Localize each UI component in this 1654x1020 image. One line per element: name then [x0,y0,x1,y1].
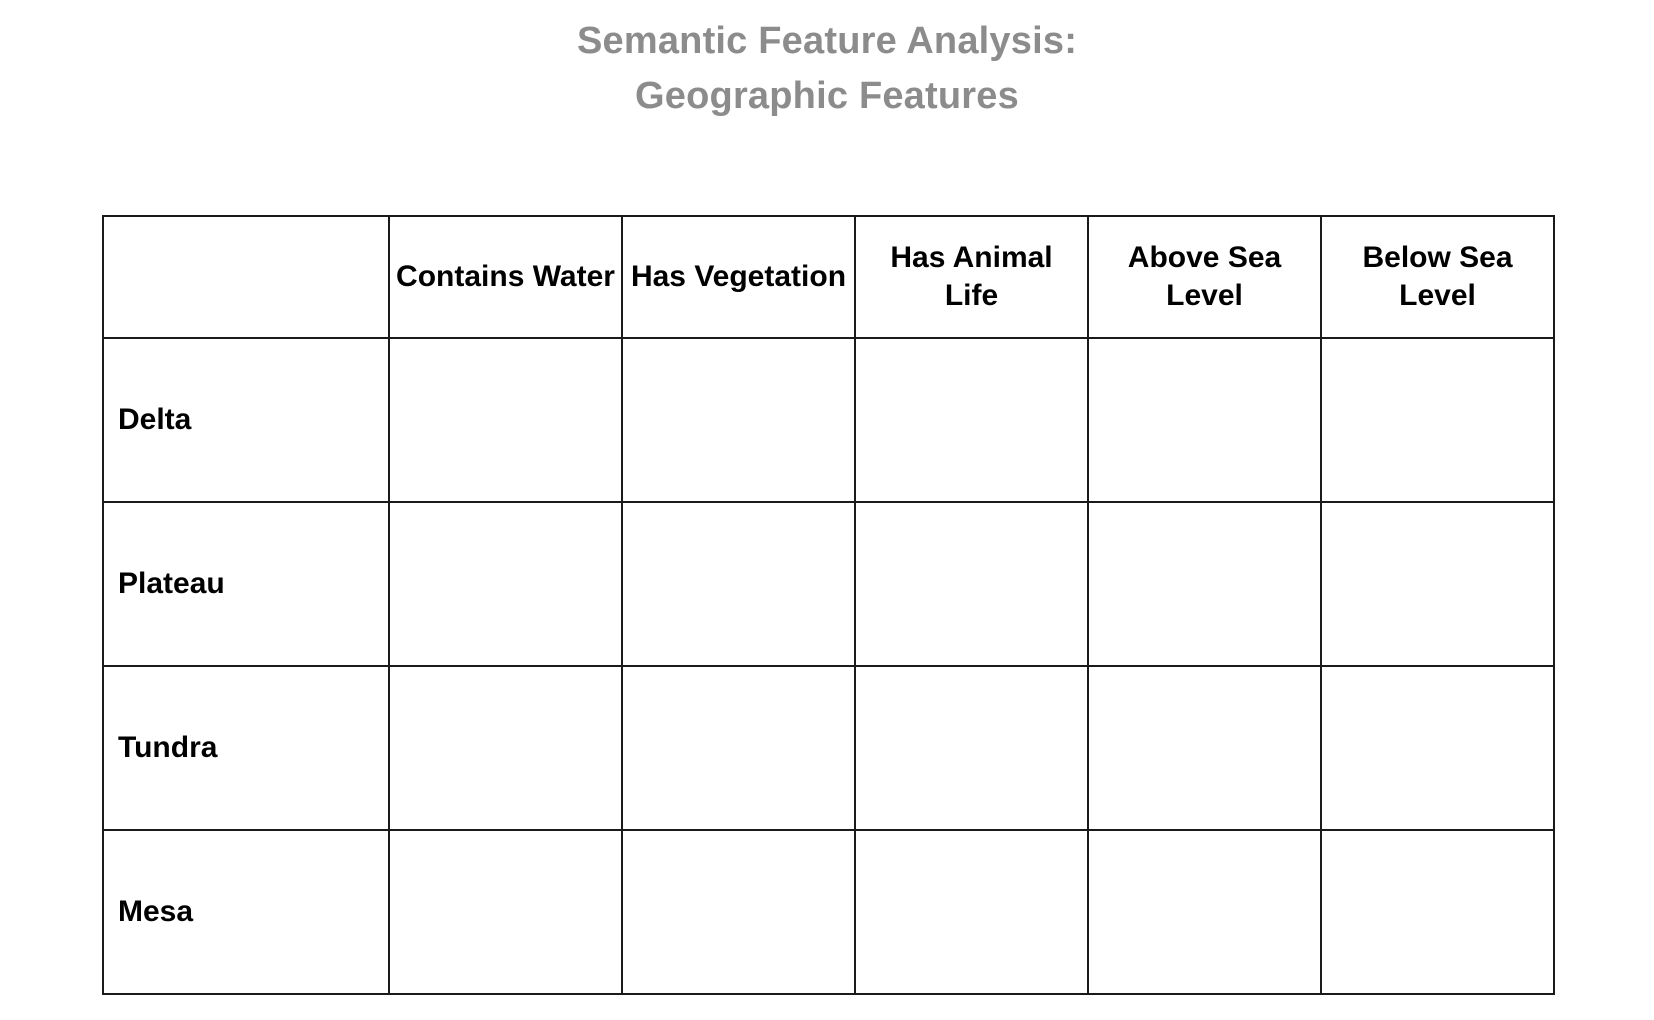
semantic-feature-table [102,215,1555,995]
cell-mesa-has-vegetation[interactable] [622,830,855,994]
cell-plateau-below-sea-level[interactable] [1321,502,1554,666]
table-row [103,830,1554,994]
column-header-below-sea-level: Below Sea Level [1321,216,1554,338]
column-header-has-vegetation: Has Vegetation [622,216,855,338]
table-body [103,338,1554,994]
page-title-line-1: Semantic Feature Analysis: [576,20,1078,62]
cell-tundra-contains-water[interactable] [389,666,622,830]
cell-mesa-has-animal-life[interactable] [855,830,1088,994]
row-label-mesa: Mesa [103,830,389,994]
cell-plateau-contains-water[interactable] [389,502,622,666]
cell-plateau-above-sea-level[interactable] [1088,502,1321,666]
row-label-tundra: Tundra [103,666,389,830]
cell-tundra-above-sea-level[interactable] [1088,666,1321,830]
table-header-row [103,216,1554,338]
column-header-has-animal-life: Has Animal Life [855,216,1088,338]
cell-mesa-above-sea-level[interactable] [1088,830,1321,994]
column-header-above-sea-level: Above Sea Level [1088,216,1321,338]
cell-delta-contains-water[interactable] [389,338,622,502]
semantic-feature-table-wrapper [102,215,1554,995]
column-header-contains-water: Contains Water [389,216,622,338]
cell-tundra-has-animal-life[interactable] [855,666,1088,830]
cell-delta-has-animal-life[interactable] [855,338,1088,502]
row-label-delta: Delta [103,338,389,502]
cell-mesa-below-sea-level[interactable] [1321,830,1554,994]
table-row [103,502,1554,666]
cell-delta-above-sea-level[interactable] [1088,338,1321,502]
cell-delta-has-vegetation[interactable] [622,338,855,502]
cell-tundra-below-sea-level[interactable] [1321,666,1554,830]
cell-tundra-has-vegetation[interactable] [622,666,855,830]
cell-plateau-has-animal-life[interactable] [855,502,1088,666]
table-row [103,338,1554,502]
table-row [103,666,1554,830]
table-header [103,216,1554,338]
cell-plateau-has-vegetation[interactable] [622,502,855,666]
table-corner-cell [103,216,389,338]
cell-delta-below-sea-level[interactable] [1321,338,1554,502]
row-label-plateau: Plateau [103,502,389,666]
page-title-line-2: Geographic Features [635,75,1019,118]
cell-mesa-contains-water[interactable] [389,830,622,994]
page-title [0,0,1654,124]
